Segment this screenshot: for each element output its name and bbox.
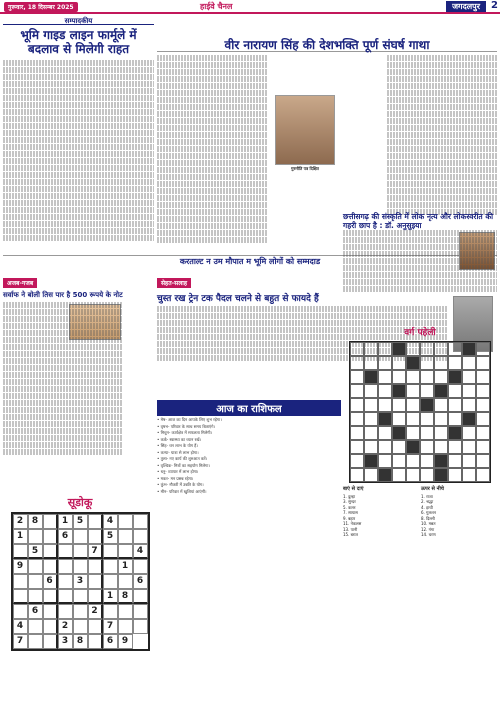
crossword-cell xyxy=(476,384,490,398)
crossword-cell xyxy=(350,342,364,356)
sudoku-cell xyxy=(88,574,103,589)
crossword-cell xyxy=(364,426,378,440)
sudoku-cell: 1 xyxy=(58,514,73,529)
down-clue: 1. राजा xyxy=(421,493,433,499)
crossword-cell xyxy=(434,412,448,426)
rashi-item: • मकर- मन प्रसन्न रहेगा। xyxy=(157,475,194,481)
crossword-cell xyxy=(462,370,476,384)
crossword-cell xyxy=(350,440,364,454)
crossword-cell xyxy=(476,370,490,384)
crossword-clues xyxy=(343,486,497,538)
sudoku-cell: 4 xyxy=(103,514,118,529)
sudoku-cell xyxy=(73,619,88,634)
crossword-cell xyxy=(420,440,434,454)
editorial-body xyxy=(3,60,154,241)
down-clue: 10. मन्नत xyxy=(421,521,436,526)
sudoku-cell: 8 xyxy=(73,634,88,649)
across-clues xyxy=(343,486,418,538)
sudoku-cell xyxy=(43,619,58,634)
down-clue: 14. चरण xyxy=(421,532,436,537)
ajab-section xyxy=(3,270,123,450)
sehat-label: सेहत-सलाह xyxy=(157,278,191,288)
crossword-cell xyxy=(364,342,378,356)
sudoku-cell: 3 xyxy=(73,574,88,589)
crossword-cell xyxy=(350,370,364,384)
crossword-grid xyxy=(349,341,491,483)
sudoku-cell xyxy=(43,514,58,529)
rashi-item: • मेष- आज का दिन आपके लिए शुभ रहेगा। xyxy=(157,417,222,422)
sudoku-cell: 6 xyxy=(103,634,118,649)
sudoku-cell xyxy=(28,634,43,649)
sudoku-cell: 2 xyxy=(13,514,28,529)
crossword-cell xyxy=(462,398,476,412)
sehat-title: चुस्त रख ट्रेन टक पैदल चलने से बहुत से फायदे हैं xyxy=(157,294,319,304)
sudoku-cell: 4 xyxy=(13,619,28,634)
sudoku-cell xyxy=(13,574,28,589)
crossword-cell xyxy=(476,468,490,482)
crossword-cell xyxy=(378,384,392,398)
editorial-label: सम्पादकीय xyxy=(3,18,154,25)
crossword-cell xyxy=(350,454,364,468)
crossword-cell xyxy=(448,454,462,468)
crossword-cell xyxy=(364,412,378,426)
down-clue: 6. गुलशन xyxy=(421,510,436,515)
crossword-cell xyxy=(406,398,420,412)
crossword-cell xyxy=(392,440,406,454)
sudoku-cell xyxy=(58,604,73,619)
down-label: ऊपर से नीचे xyxy=(421,486,444,492)
sudoku-cell xyxy=(28,529,43,544)
crossword-cell xyxy=(392,356,406,370)
chhat-title: छत्तीसगढ़ की संस्कृति में लोक नृत्य और लोकस्वरीत की गहरी छाप है : डॉ. अनुसुइया xyxy=(343,212,494,230)
sudoku-cell: 6 xyxy=(58,529,73,544)
rashi-list xyxy=(157,417,341,494)
sudoku-cell xyxy=(88,634,103,649)
sudoku-cell: 7 xyxy=(88,544,103,559)
sudoku-cell xyxy=(43,589,58,604)
sudoku-cell: 9 xyxy=(13,559,28,574)
crossword-cell xyxy=(448,440,462,454)
crossword-cell xyxy=(448,398,462,412)
crossword-section xyxy=(343,325,497,705)
sudoku-cell xyxy=(43,529,58,544)
sudoku-cell xyxy=(118,544,133,559)
page-header xyxy=(0,0,500,14)
down-clues xyxy=(421,486,496,538)
photo-caption: गुरुनीति पत्र दिक्षित xyxy=(291,166,319,171)
sudoku-cell xyxy=(103,544,118,559)
crossword-title: वर्ग पहेली xyxy=(404,328,436,338)
crossword-cell xyxy=(448,384,462,398)
sudoku-cell xyxy=(73,529,88,544)
crossword-cell xyxy=(350,426,364,440)
across-clue: 9. बहार xyxy=(343,515,356,521)
crossword-cell xyxy=(434,398,448,412)
crossword-cell xyxy=(462,468,476,482)
crossword-cell xyxy=(350,384,364,398)
rashi-item: • धनु- व्यापार में लाभ होगा। xyxy=(157,469,199,474)
paper-name: हाईवे चैनल xyxy=(200,2,233,11)
sudoku-cell xyxy=(28,574,43,589)
sudoku-title: सूडोकू xyxy=(67,496,93,509)
sudoku-cell xyxy=(58,544,73,559)
sudoku-cell: 6 xyxy=(133,574,148,589)
across-clue: 1. दुल्हा xyxy=(343,493,356,499)
main-text-col-1 xyxy=(157,55,267,250)
sudoku-cell xyxy=(103,574,118,589)
sudoku-cell xyxy=(73,604,88,619)
sudoku-cell xyxy=(73,589,88,604)
sudoku-cell xyxy=(133,589,148,604)
crossword-cell xyxy=(406,412,420,426)
sudoku-cell: 5 xyxy=(73,514,88,529)
crossword-cell xyxy=(420,356,434,370)
section-name: जगदलपुर xyxy=(446,1,486,12)
sudoku-cell xyxy=(58,574,73,589)
sudoku-cell xyxy=(133,529,148,544)
crossword-cell xyxy=(448,468,462,482)
crossword-cell xyxy=(448,426,462,440)
crossword-cell xyxy=(392,454,406,468)
crossword-cell xyxy=(476,440,490,454)
sudoku-cell: 7 xyxy=(13,634,28,649)
crossword-cell xyxy=(392,398,406,412)
crossword-cell xyxy=(462,412,476,426)
rashi-item: • वृश्चिक- मित्रों का सहयोग मिलेगा। xyxy=(157,462,210,468)
crossword-cell xyxy=(434,426,448,440)
crossword-cell xyxy=(406,440,420,454)
crossword-cell xyxy=(378,440,392,454)
crossword-cell xyxy=(364,384,378,398)
crossword-cell xyxy=(420,412,434,426)
crossword-cell xyxy=(350,468,364,482)
portrait-photo xyxy=(275,95,335,165)
sudoku-cell xyxy=(118,574,133,589)
crossword-cell xyxy=(434,468,448,482)
rashi-item: • वृषभ- परिवार के साथ समय बिताएंगे। xyxy=(157,423,216,429)
crossword-cell xyxy=(462,440,476,454)
crossword-cell xyxy=(420,454,434,468)
crossword-cell xyxy=(462,454,476,468)
crossword-cell xyxy=(378,398,392,412)
chhat-article xyxy=(343,212,497,322)
sudoku-cell xyxy=(43,559,58,574)
crossword-cell xyxy=(448,356,462,370)
sudoku-cell: 7 xyxy=(103,619,118,634)
crossword-cell xyxy=(420,398,434,412)
sudoku-cell xyxy=(103,604,118,619)
crossword-cell xyxy=(420,342,434,356)
sudoku-cell xyxy=(88,529,103,544)
crossword-cell xyxy=(392,342,406,356)
sudoku-cell: 1 xyxy=(103,589,118,604)
crossword-cell xyxy=(476,398,490,412)
sudoku-cell xyxy=(118,529,133,544)
rashi-item: • मिथुन- कार्यक्षेत्र में सफलता मिलेगी। xyxy=(157,430,213,435)
crossword-cell xyxy=(420,370,434,384)
crossword-cell xyxy=(406,356,420,370)
crossword-cell xyxy=(420,426,434,440)
crossword-cell xyxy=(406,370,420,384)
chhat-body xyxy=(343,230,497,292)
main-article-title: वीर नारायण सिंह की देशभक्ति पूर्ण संघर्ष गाथा xyxy=(157,36,497,52)
sudoku-cell xyxy=(73,559,88,574)
crossword-cell xyxy=(392,370,406,384)
sudoku-cell: 3 xyxy=(58,634,73,649)
crossword-cell xyxy=(406,454,420,468)
crossword-cell xyxy=(350,412,364,426)
sudoku-cell xyxy=(88,619,103,634)
sudoku-cell: 1 xyxy=(118,559,133,574)
sudoku-cell xyxy=(133,604,148,619)
rashi-item: • कर्क- स्वास्थ्य का ध्यान रखें। xyxy=(157,436,202,442)
crossword-cell xyxy=(364,454,378,468)
sudoku-cell xyxy=(88,589,103,604)
midrow-placeholder xyxy=(157,356,341,396)
crossword-cell xyxy=(378,342,392,356)
down-clue: 12. गंगा xyxy=(421,526,435,532)
sudoku-cell: 5 xyxy=(28,544,43,559)
sudoku-cell xyxy=(28,589,43,604)
across-clue: 7. सायास xyxy=(343,510,358,515)
sudoku-cell xyxy=(28,619,43,634)
crossword-cell xyxy=(392,384,406,398)
crossword-cell xyxy=(350,398,364,412)
crossword-cell xyxy=(448,370,462,384)
across-clue: 11. नेकलस xyxy=(343,521,362,526)
crossword-cell xyxy=(476,426,490,440)
sudoku-cell xyxy=(118,619,133,634)
across-clue: 5. कलर xyxy=(343,504,356,510)
crossword-cell xyxy=(378,426,392,440)
sudoku-cell: 2 xyxy=(58,619,73,634)
crossword-cell xyxy=(476,454,490,468)
page-number: 2 xyxy=(491,0,498,11)
crossword-cell xyxy=(364,356,378,370)
crossword-cell xyxy=(462,426,476,440)
crossword-cell xyxy=(364,398,378,412)
crossword-cell xyxy=(378,468,392,482)
ajab-label: अजब-गजब xyxy=(3,278,37,288)
sudoku-cell xyxy=(13,589,28,604)
sudoku-cell xyxy=(13,604,28,619)
crossword-cell xyxy=(406,342,420,356)
across-label: बाएं से दाएं xyxy=(343,486,364,492)
crossword-cell xyxy=(476,412,490,426)
sudoku-cell xyxy=(133,514,148,529)
crossword-cell xyxy=(406,426,420,440)
crossword-cell xyxy=(434,440,448,454)
sudoku-cell: 9 xyxy=(118,634,133,649)
sudoku-section xyxy=(3,495,157,705)
crossword-cell xyxy=(434,384,448,398)
crossword-cell xyxy=(364,440,378,454)
sudoku-cell xyxy=(43,604,58,619)
crossword-cell xyxy=(462,342,476,356)
sudoku-cell: 8 xyxy=(118,589,133,604)
rashi-item: • कन्या- यात्रा से लाभ होगा। xyxy=(157,449,199,455)
sudoku-cell: 4 xyxy=(133,544,148,559)
crossword-cell xyxy=(434,356,448,370)
down-clue: 4. हाथी xyxy=(421,504,433,510)
sudoku-cell: 2 xyxy=(88,604,103,619)
sudoku-cell xyxy=(88,514,103,529)
sudoku-cell xyxy=(43,634,58,649)
rashi-title: आज का राशिफल xyxy=(157,400,341,416)
ajab-body xyxy=(3,302,123,455)
crossword-cell xyxy=(434,454,448,468)
sudoku-cell xyxy=(73,544,88,559)
sudoku-cell: 6 xyxy=(28,604,43,619)
crossword-cell xyxy=(476,342,490,356)
crossword-cell xyxy=(406,468,420,482)
crossword-cell xyxy=(420,384,434,398)
crossword-cell xyxy=(364,370,378,384)
sudoku-cell xyxy=(43,544,58,559)
across-clue: 15. बरात xyxy=(343,532,358,537)
crossword-cell xyxy=(392,468,406,482)
sudoku-cell xyxy=(13,544,28,559)
crossword-cell xyxy=(476,356,490,370)
sudoku-cell xyxy=(118,604,133,619)
issue-date: गुरूवार, 18 दिसम्बर 2025 xyxy=(4,2,78,12)
rashi-item: • तुला- नए कार्य की शुरुआत करें। xyxy=(157,456,208,461)
sudoku-cell: 6 xyxy=(43,574,58,589)
crossword-cell xyxy=(350,356,364,370)
sudoku-cell xyxy=(133,559,148,574)
crossword-cell xyxy=(392,426,406,440)
editorial-title: भूमि गाइड लाइन फार्मूले में बदलाव से मिलेगी राहत xyxy=(20,28,137,56)
crossword-cell xyxy=(434,342,448,356)
crossword-cell xyxy=(378,454,392,468)
down-clue: 2. श्रद्धा xyxy=(421,499,434,504)
sudoku-cell xyxy=(58,589,73,604)
crossword-cell xyxy=(448,342,462,356)
sudoku-cell: 1 xyxy=(13,529,28,544)
sudoku-cell: 8 xyxy=(28,514,43,529)
rashi-item: • सिंह- धन लाभ के योग हैं। xyxy=(157,443,198,448)
sudoku-cell xyxy=(103,559,118,574)
crossword-cell xyxy=(378,370,392,384)
sudoku-cell xyxy=(88,559,103,574)
crossword-cell xyxy=(406,384,420,398)
crossword-cell xyxy=(378,356,392,370)
sudoku-cell xyxy=(28,559,43,574)
crossword-cell xyxy=(462,384,476,398)
crossword-cell xyxy=(392,412,406,426)
rashi-item: • मीन- परिवार में खुशियां आएंगी। xyxy=(157,488,207,494)
crossword-cell xyxy=(364,468,378,482)
crossword-cell xyxy=(448,412,462,426)
sudoku-cell xyxy=(133,619,148,634)
editorial-column xyxy=(3,18,154,252)
down-clue: 8. दिल्ली xyxy=(421,515,435,521)
ajab-title: सर्वाफ ने बोली तिस पार है 500 रूपये के नोट xyxy=(3,291,123,299)
crossword-cell xyxy=(378,412,392,426)
crossword-cell xyxy=(462,356,476,370)
sudoku-cell: 5 xyxy=(103,529,118,544)
sudoku-cell xyxy=(118,514,133,529)
sudoku-cell xyxy=(58,559,73,574)
sudoku-grid xyxy=(11,512,150,651)
news-strip-title: करताल्ट न उम मौपात म भूमि लोगों को सम्मदाड xyxy=(3,255,497,267)
across-clue: 13. पानी xyxy=(343,526,358,532)
rashi-item: • कुंभ- नौकरी में उन्नति के योग। xyxy=(157,482,204,487)
rashi-section xyxy=(157,400,341,705)
across-clue: 3. सुन्दर xyxy=(343,499,356,504)
crossword-cell xyxy=(420,468,434,482)
crossword-cell xyxy=(434,370,448,384)
